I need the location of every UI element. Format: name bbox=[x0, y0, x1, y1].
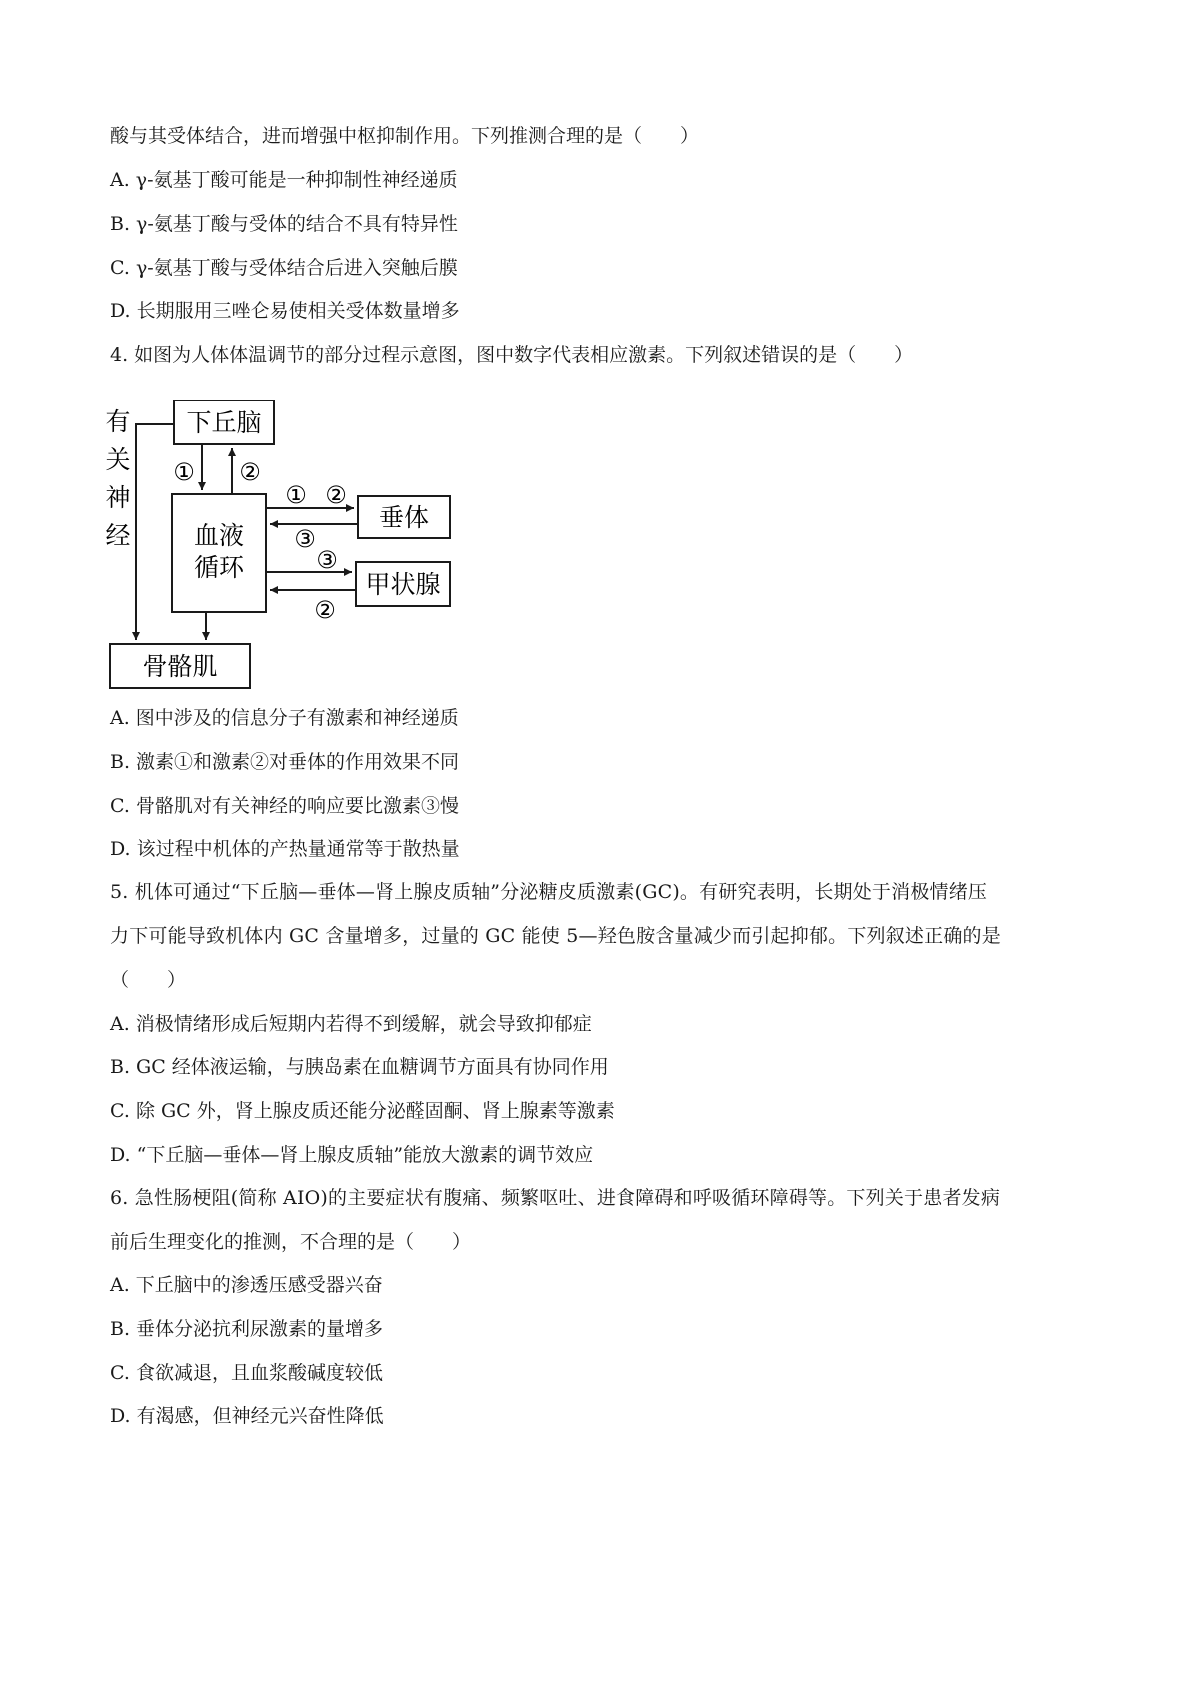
question-4-stem: 4. 如图为人体体温调节的部分过程示意图，图中数字代表相应激素。下列叙述错误的是（ ） bbox=[110, 344, 914, 366]
option-d: D. 该过程中机体的产热量通常等于散热量 bbox=[110, 838, 460, 860]
nerve-label-char: 关 bbox=[105, 445, 131, 474]
option-c: C. 骨骼肌对有关神经的响应要比激素③慢 bbox=[110, 795, 459, 817]
question-6-stem: 6. 急性肠梗阻(简称 AIO)的主要症状有腹痛、频繁呕吐、进食障碍和呼吸循环障碍等。下列关于患者发病 bbox=[110, 1187, 1001, 1209]
hormone-2-marker: ② bbox=[325, 481, 347, 509]
question-5-stem: （ ） bbox=[110, 969, 187, 991]
hormone-1-marker: ① bbox=[173, 458, 195, 486]
nerve-label-char: 有 bbox=[105, 407, 131, 436]
question-5-stem: 5. 机体可通过“下丘脑—垂体—肾上腺皮质轴”分泌糖皮质激素(GC)。有研究表明，长期处于消极情绪压 bbox=[110, 881, 988, 903]
option-b: B. 激素①和激素②对垂体的作用效果不同 bbox=[110, 751, 460, 773]
pituitary-label: 垂体 bbox=[378, 503, 430, 532]
thyroid-label: 甲状腺 bbox=[365, 570, 441, 599]
question-5-stem: 力下可能导致机体内 GC 含量增多，过量的 GC 能使 5—羟色胺含量减少而引起抑郁。下列叙述正确的是 bbox=[110, 925, 1001, 947]
option-c: C. γ-氨基丁酸与受体结合后进入突触后膜 bbox=[110, 257, 458, 279]
option-d: D. 长期服用三唑仑易使相关受体数量增多 bbox=[110, 300, 460, 322]
option-d: D. “下丘脑—垂体—肾上腺皮质轴”能放大激素的调节效应 bbox=[110, 1144, 594, 1166]
question-6-stem: 前后生理变化的推测，不合理的是（ ） bbox=[110, 1231, 472, 1253]
option-b: B. γ-氨基丁酸与受体的结合不具有特异性 bbox=[110, 213, 458, 235]
hormone-3-marker: ③ bbox=[294, 525, 316, 553]
nerve-label-char: 神 bbox=[105, 483, 131, 512]
hormone-3-marker: ③ bbox=[316, 546, 338, 574]
hormone-2-marker: ② bbox=[314, 596, 336, 624]
hormone-2-marker: ② bbox=[239, 458, 261, 486]
option-b: B. 垂体分泌抗利尿激素的量增多 bbox=[110, 1318, 384, 1340]
option-c: C. 食欲减退，且血浆酸碱度较低 bbox=[110, 1362, 383, 1384]
diagram-svg bbox=[100, 400, 520, 730]
nerve-arrow bbox=[136, 424, 174, 640]
option-c: C. 除 GC 外，肾上腺皮质还能分泌醛固酮、肾上腺素等激素 bbox=[110, 1100, 615, 1122]
thermoregulation-diagram bbox=[100, 400, 520, 730]
option-a: A. 下丘脑中的渗透压感受器兴奋 bbox=[110, 1274, 383, 1296]
text-line: 酸与其受体结合，进而增强中枢抑制作用。下列推测合理的是（ ） bbox=[110, 125, 700, 147]
hormone-1-marker: ① bbox=[285, 481, 307, 509]
option-a: A. γ-氨基丁酸可能是一种抑制性神经递质 bbox=[110, 169, 458, 191]
blood-label-line1: 血液 bbox=[193, 521, 245, 550]
option-b: B. GC 经体液运输，与胰岛素在血糖调节方面具有协同作用 bbox=[110, 1056, 609, 1078]
blood-label-line2: 循环 bbox=[193, 553, 245, 582]
option-a: A. 消极情绪形成后短期内若得不到缓解，就会导致抑郁症 bbox=[110, 1013, 592, 1035]
option-a: A. 图中涉及的信息分子有激素和神经递质 bbox=[110, 707, 459, 729]
nerve-label-char: 经 bbox=[105, 521, 131, 550]
muscle-label: 骨骼肌 bbox=[142, 652, 218, 681]
hypothalamus-label: 下丘脑 bbox=[186, 408, 262, 437]
option-d: D. 有渴感，但神经元兴奋性降低 bbox=[110, 1405, 384, 1427]
